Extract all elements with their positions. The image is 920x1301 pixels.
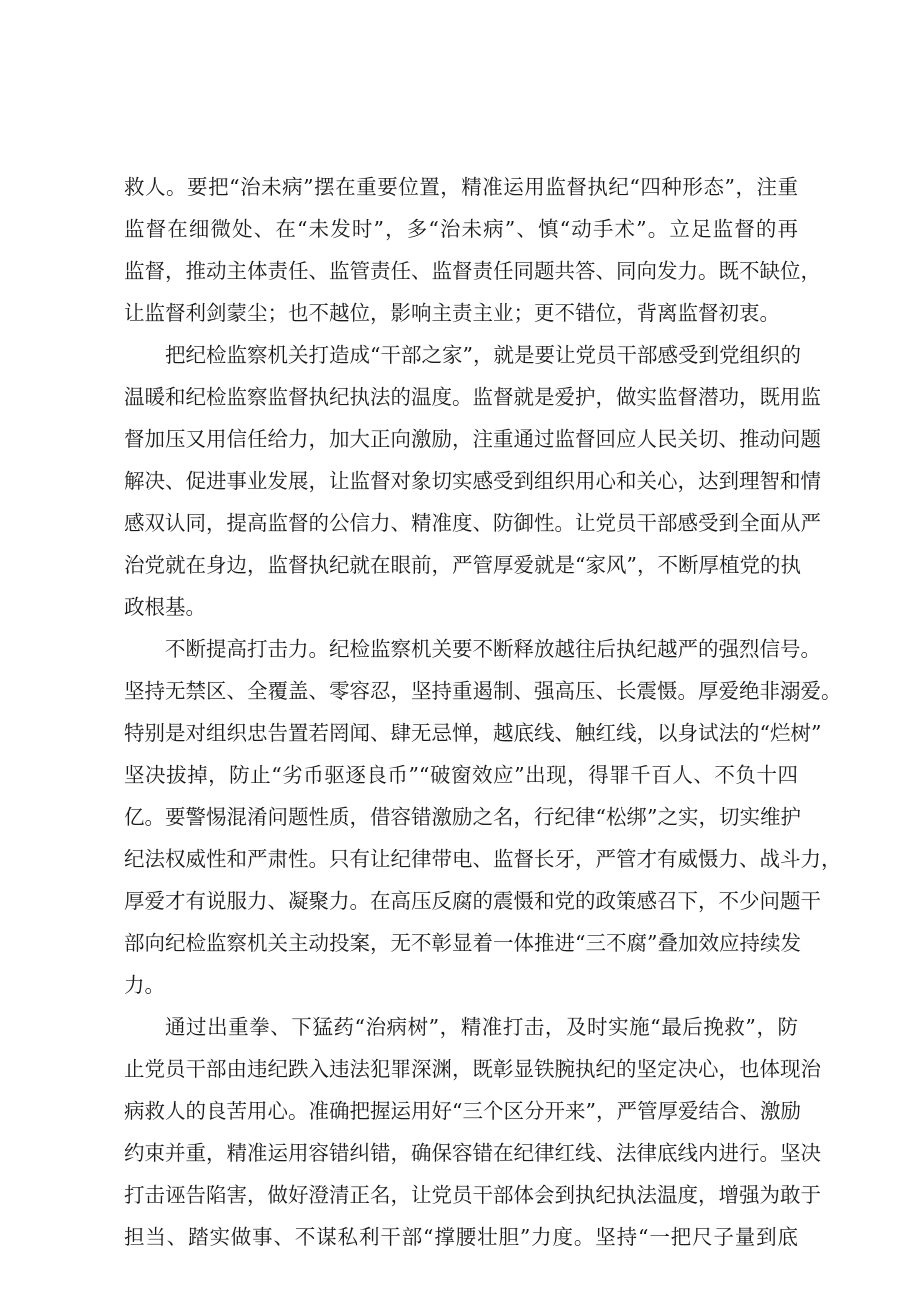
text-line: 约束并重，精准运用容错纠错，确保容错在纪律红线、法律底线内进行。坚决 (124, 1141, 821, 1165)
text-line: 监督在细微处、在“未发时”，多“治未病”、慎“动手术”。立足监督的再 (124, 217, 798, 241)
text-line: 督加压又用信任给力，加大正向激励，注重通过监督回应人民关切、推动问题 (124, 427, 821, 451)
text-line: 部向纪检监察机关主动投案，无不彰显着一体推进“三不腐”叠加效应持续发 (124, 931, 801, 955)
text-line: 把纪检监察机关打造成“干部之家”，就是要让党员干部感受到党组织的 (165, 343, 801, 367)
text-line: 通过出重拳、下猛药“治病树”，精准打击，及时实施“最后挽救”，防 (165, 1015, 798, 1039)
paragraph-3 (124, 628, 842, 1006)
text-line: 亿。要警惕混淆问题性质，借容错激励之名，行纪律“松绑”之实，切实维护 (124, 805, 801, 829)
text-line: 不断提高打击力。纪检监察机关要不断释放越往后执纪越严的强烈信号。 (165, 637, 821, 661)
text-line: 治党就在身边，监督执纪就在眼前，严管厚爱就是“家风”，不断厚植党的执 (124, 553, 801, 577)
text-line: 担当、踏实做事、不谋私利干部“撑腰壮胆”力度。坚持“一把尺子量到底 (124, 1225, 798, 1249)
document-body (124, 166, 842, 1258)
text-line: 特别是对组织忠告置若罔闻、肆无忌惮，越底线、触红线，以身试法的“烂树” (124, 721, 822, 745)
paragraph-4 (124, 1006, 821, 1258)
paragraph-2 (124, 334, 821, 628)
text-line: 救人。要把“治未病”摆在重要位置，精准运用监督执纪“四种形态”，注重 (124, 175, 798, 199)
text-line: 止党员干部由违纪跌入违法犯罪深渊，既彰显铁腕执纪的坚定决心，也体现治 (124, 1057, 821, 1081)
text-line: 病救人的良苦用心。准确把握运用好“三个区分开来”，严管厚爱结合、激励 (124, 1099, 801, 1123)
text-line: 打击诬告陷害，做好澄清正名，让党员干部体会到执纪执法温度，增强为敢于 (124, 1183, 821, 1207)
text-line: 力。 (124, 973, 165, 997)
text-line: 政根基。 (124, 595, 206, 619)
text-line: 让监督利剑蒙尘；也不越位，影响主责主业；更不错位，背离监督初衷。 (124, 301, 780, 325)
text-line: 监督，推动主体责任、监管责任、监督责任同题共答、同向发力。既不缺位， (124, 259, 821, 283)
text-line: 坚决拔掉，防止“劣币驱逐良币”“破窗效应”出现，得罪千百人、不负十四 (124, 763, 798, 787)
paragraph-1 (124, 166, 821, 334)
text-line: 感双认同，提高监督的公信力、精准度、防御性。让党员干部感受到全面从严 (124, 511, 821, 535)
text-line: 厚爱才有说服力、凝聚力。在高压反腐的震慑和党的政策感召下，不少问题干 (124, 889, 821, 913)
text-line: 纪法权威性和严肃性。只有让纪律带电、监督长牙，严管才有威慑力、战斗力， (124, 847, 842, 871)
text-line: 坚持无禁区、全覆盖、零容忍，坚持重遏制、强高压、长震慑。厚爱绝非溺爱。 (124, 679, 842, 703)
text-line: 解决、促进事业发展，让监督对象切实感受到组织用心和关心，达到理智和情 (124, 469, 821, 493)
text-line: 温暖和纪检监察监督执纪执法的温度。监督就是爱护，做实监督潜功，既用监 (124, 385, 821, 409)
